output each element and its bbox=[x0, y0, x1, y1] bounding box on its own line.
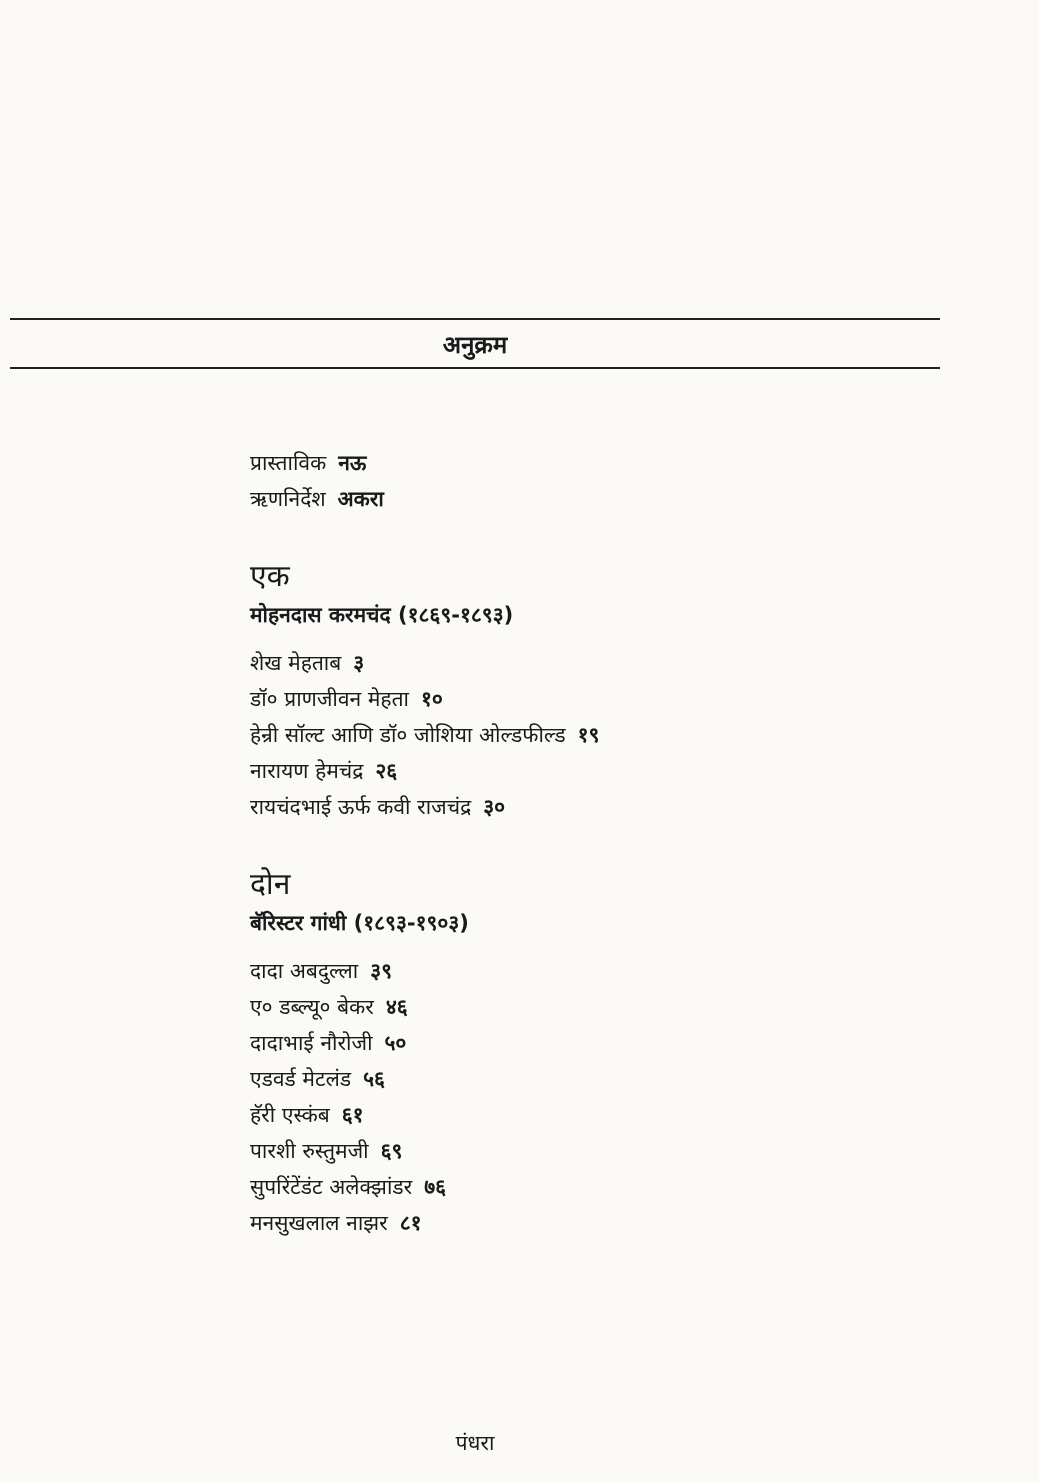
entry-title: रायचंदभाई ऊर्फ कवी राजचंद्र bbox=[250, 795, 472, 819]
table-of-contents bbox=[250, 445, 950, 1241]
entry-page-number: ४६ bbox=[385, 995, 408, 1019]
toc-entry bbox=[250, 1133, 950, 1169]
heading-rule-bottom bbox=[10, 367, 940, 369]
toc-entry bbox=[250, 753, 950, 789]
part-label-two: दोन bbox=[250, 867, 291, 902]
part-label-one: एक bbox=[250, 559, 290, 594]
toc-heading: अनुक्रम bbox=[442, 331, 508, 359]
entry-page-number: ७६ bbox=[424, 1175, 447, 1199]
entry-page-number: ३० bbox=[483, 795, 506, 819]
heading-rule-top bbox=[10, 318, 940, 320]
toc-entry bbox=[250, 789, 950, 825]
part-title-one: मोहनदास करमचंद (१८६९-१८९३) bbox=[250, 603, 514, 627]
toc-entry bbox=[250, 1169, 950, 1205]
entry-title: शेख मेहताब bbox=[250, 651, 342, 675]
entry-page-number: अकरा bbox=[337, 487, 384, 511]
toc-entry-front-1 bbox=[250, 445, 950, 481]
entry-page-number: ३ bbox=[353, 651, 365, 675]
entry-page-number: ८१ bbox=[399, 1211, 422, 1235]
entry-title: दादा अबदुल्ला bbox=[250, 959, 359, 983]
entry-page-number: १० bbox=[421, 687, 443, 711]
entry-title: एडवर्ड मेटलंड bbox=[250, 1067, 352, 1091]
entry-title: हेन्री सॉल्ट आणि डॉ० जोशिया ओल्डफील्ड bbox=[250, 723, 566, 747]
entry-page-number: ३९ bbox=[370, 959, 393, 983]
toc-entry bbox=[250, 717, 950, 753]
entry-title: नारायण हेमचंद्र bbox=[250, 759, 364, 783]
entry-title: मनसुखलाल नाझर bbox=[250, 1211, 388, 1235]
toc-entry bbox=[250, 953, 950, 989]
entry-title: प्रास्ताविक bbox=[250, 451, 327, 475]
entry-page-number: १९ bbox=[577, 723, 600, 747]
entry-page-number: २६ bbox=[375, 759, 398, 783]
toc-entry bbox=[250, 645, 950, 681]
toc-entry bbox=[250, 989, 950, 1025]
toc-entry bbox=[250, 1097, 950, 1133]
entry-page-number: ६१ bbox=[341, 1103, 364, 1127]
entry-page-number: ५० bbox=[384, 1031, 407, 1055]
toc-entry bbox=[250, 681, 950, 717]
entry-title: ऋणनिर्देश bbox=[250, 487, 326, 511]
entry-title: ए० डब्ल्यू० बेकर bbox=[250, 995, 374, 1019]
entry-title: डॉ० प्राणजीवन मेहता bbox=[250, 687, 409, 711]
entry-title: हॅरी एस्कंब bbox=[250, 1103, 330, 1127]
entry-page-number: ६९ bbox=[380, 1139, 403, 1163]
entry-title: दादाभाई नौरोजी bbox=[250, 1031, 373, 1055]
entry-title: सुपरिंटेंडंट अलेक्झांडर bbox=[250, 1175, 413, 1199]
entry-title: पारशी रुस्तुमजी bbox=[250, 1139, 369, 1163]
page-number-footer: पंधरा bbox=[455, 1431, 495, 1455]
toc-entry bbox=[250, 1025, 950, 1061]
toc-entry bbox=[250, 1205, 950, 1241]
entry-page-number: नऊ bbox=[338, 451, 367, 475]
toc-entry bbox=[250, 1061, 950, 1097]
part-title-two: बॅरिस्टर गांधी (१८९३-१९०३) bbox=[250, 911, 469, 935]
entry-page-number: ५६ bbox=[363, 1067, 385, 1091]
toc-entry-front-2 bbox=[250, 481, 950, 517]
